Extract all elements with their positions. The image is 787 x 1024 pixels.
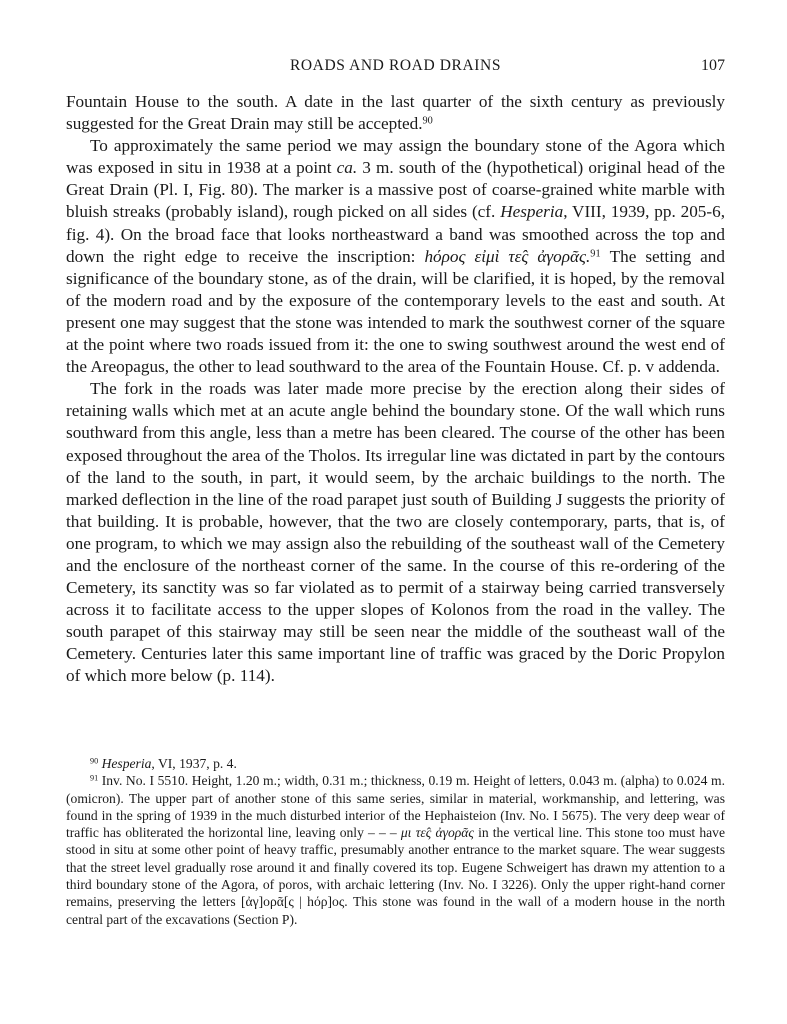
footnote-91-part-2: in the vertical line. This stone too must have stood in situ at some other point of heavy traffic, presumably another entrance to the market square. The wear suggests that the street level gradually rose around it and finally covered its top. Eugene Schweigert has drawn my attention to a third boundary stone of the Agora, of poros, with archaic lettering (Inv. No. I 3226). Only the upper right-hand corner remains, preserving the letters xyxy=(66,825,725,910)
footnote-ref-90: 90 xyxy=(422,115,433,127)
page-number: 107 xyxy=(701,57,725,74)
footnote-90-text: , VI, 1937, p. 4. xyxy=(151,756,237,771)
paragraph-1 xyxy=(66,91,725,135)
footnotes xyxy=(66,755,725,928)
paragraph-2-part-4: The setting and significance of the boundary stone, as of the drain, will be clarified, it is hoped, by the removal of the modern road and by the exposure of the contemporary levels to the east and south. At present one may suggest that the stone was intended to mark the southwest corner of the square at the point where two roads issued from it: the one to swing southwest around the west end of the Areopagus, the other to lead southward to the area of the Fountain House. Cf. p. v addenda. xyxy=(66,246,725,377)
footnote-ref-91: 91 xyxy=(590,247,601,259)
footnote-91-part-1: Inv. No. I 5510. Height, 1.20 m.; width, 0.31 m.; thickness, 0.19 m. Height of letters, 0.043 m. (alpha) to 0.024 m. (omicron). The upper part of another stone of this same series, similar in material, workmanship, and lettering, was found in the spring of 1939 in the much disturbed interior of the Hephaisteion (Inv. No. I 5675). The very deep wear of traffic has obliterated the horizontal line, leaving only xyxy=(66,773,725,841)
paragraph-1-text: Fountain House to the south. A date in the last quarter of the sixth century as previously suggested for the Great Drain may still be accepted. xyxy=(66,92,725,134)
footnote-journal: Hesperia xyxy=(101,756,152,771)
greek-fragment-2: [ἀγ]ορᾶ[ς | hόρ]ος. xyxy=(240,894,348,910)
abbrev-ca: ca. xyxy=(336,158,358,178)
footnote-91 xyxy=(66,772,725,928)
greek-inscription: hόρος εἰμὶ τε̂ς ἀγορᾶς. xyxy=(424,246,591,266)
running-head: ROADS AND ROAD DRAINS xyxy=(289,57,502,74)
footnote-91-part-3: This stone was found in the wall of a modern house in the north central part of the excavations (Section Ρ). xyxy=(66,894,726,927)
paragraph-2-part-2: 3 m. south of the (hypothetical) original head of the Great Drain (Pl. I, Fig. 80). The marker is a massive post of coarse-grained white marble with bluish streaks (probably island), rough picked on all sides (cf. xyxy=(66,158,725,222)
footnote-number: 91 xyxy=(90,773,99,783)
footnote-90 xyxy=(66,755,725,772)
paragraph-2 xyxy=(66,135,725,378)
greek-fragment-1: – – – μι τε̂ς ἀγορᾶς xyxy=(368,825,474,841)
paragraph-2-part-3: , VIII, 1939, pp. 205-6, fig. 4). On the broad face that looks northeastward a band was smoothed across the top and down the right edge to receive the inscription: xyxy=(66,202,726,266)
paragraph-3: The fork in the roads was later made more precise by the erection along their sides of retaining walls which met at an acute angle behind the boundary stone. Of the wall which runs southward from this angle, less than a metre has been cleared. The course of the other has been exposed throughout the area of the Tholos. Its irregular line was dictated in part by the contours of the land to the south, in part, it would seem, by the archaic buildings to the north. The marked deflection in the line of the road parapet just south of Building J suggests the priority of that building. It is probable, however, that the two are closely contemporary, parts, that is, of one program, to which we may assign also the rebuilding of the southeast wall of the Cemetery and the enclosure of the northeast corner of the same. In the course of this re-ordering of the Cemetery, its sanctity was so far violated as to permit of a stairway being carried transversely across it to facilitate access to the upper slopes of Kolonos from the road in the valley. The south parapet of this stairway may still be seen near the middle of the southeast wall of the Cemetery. Centuries later this same important line of traffic was graced by the Doric Propylon of which more below (p. 114). xyxy=(66,379,725,686)
journal-title: Hesperia xyxy=(500,202,564,222)
paragraph-2-part-1: To approximately the same period we may assign the boundary stone of the Agora which was exposed in situ in 1938 at a point xyxy=(66,136,725,178)
body-text xyxy=(66,91,725,688)
page-header xyxy=(66,57,725,79)
footnote-number: 90 xyxy=(90,756,99,766)
